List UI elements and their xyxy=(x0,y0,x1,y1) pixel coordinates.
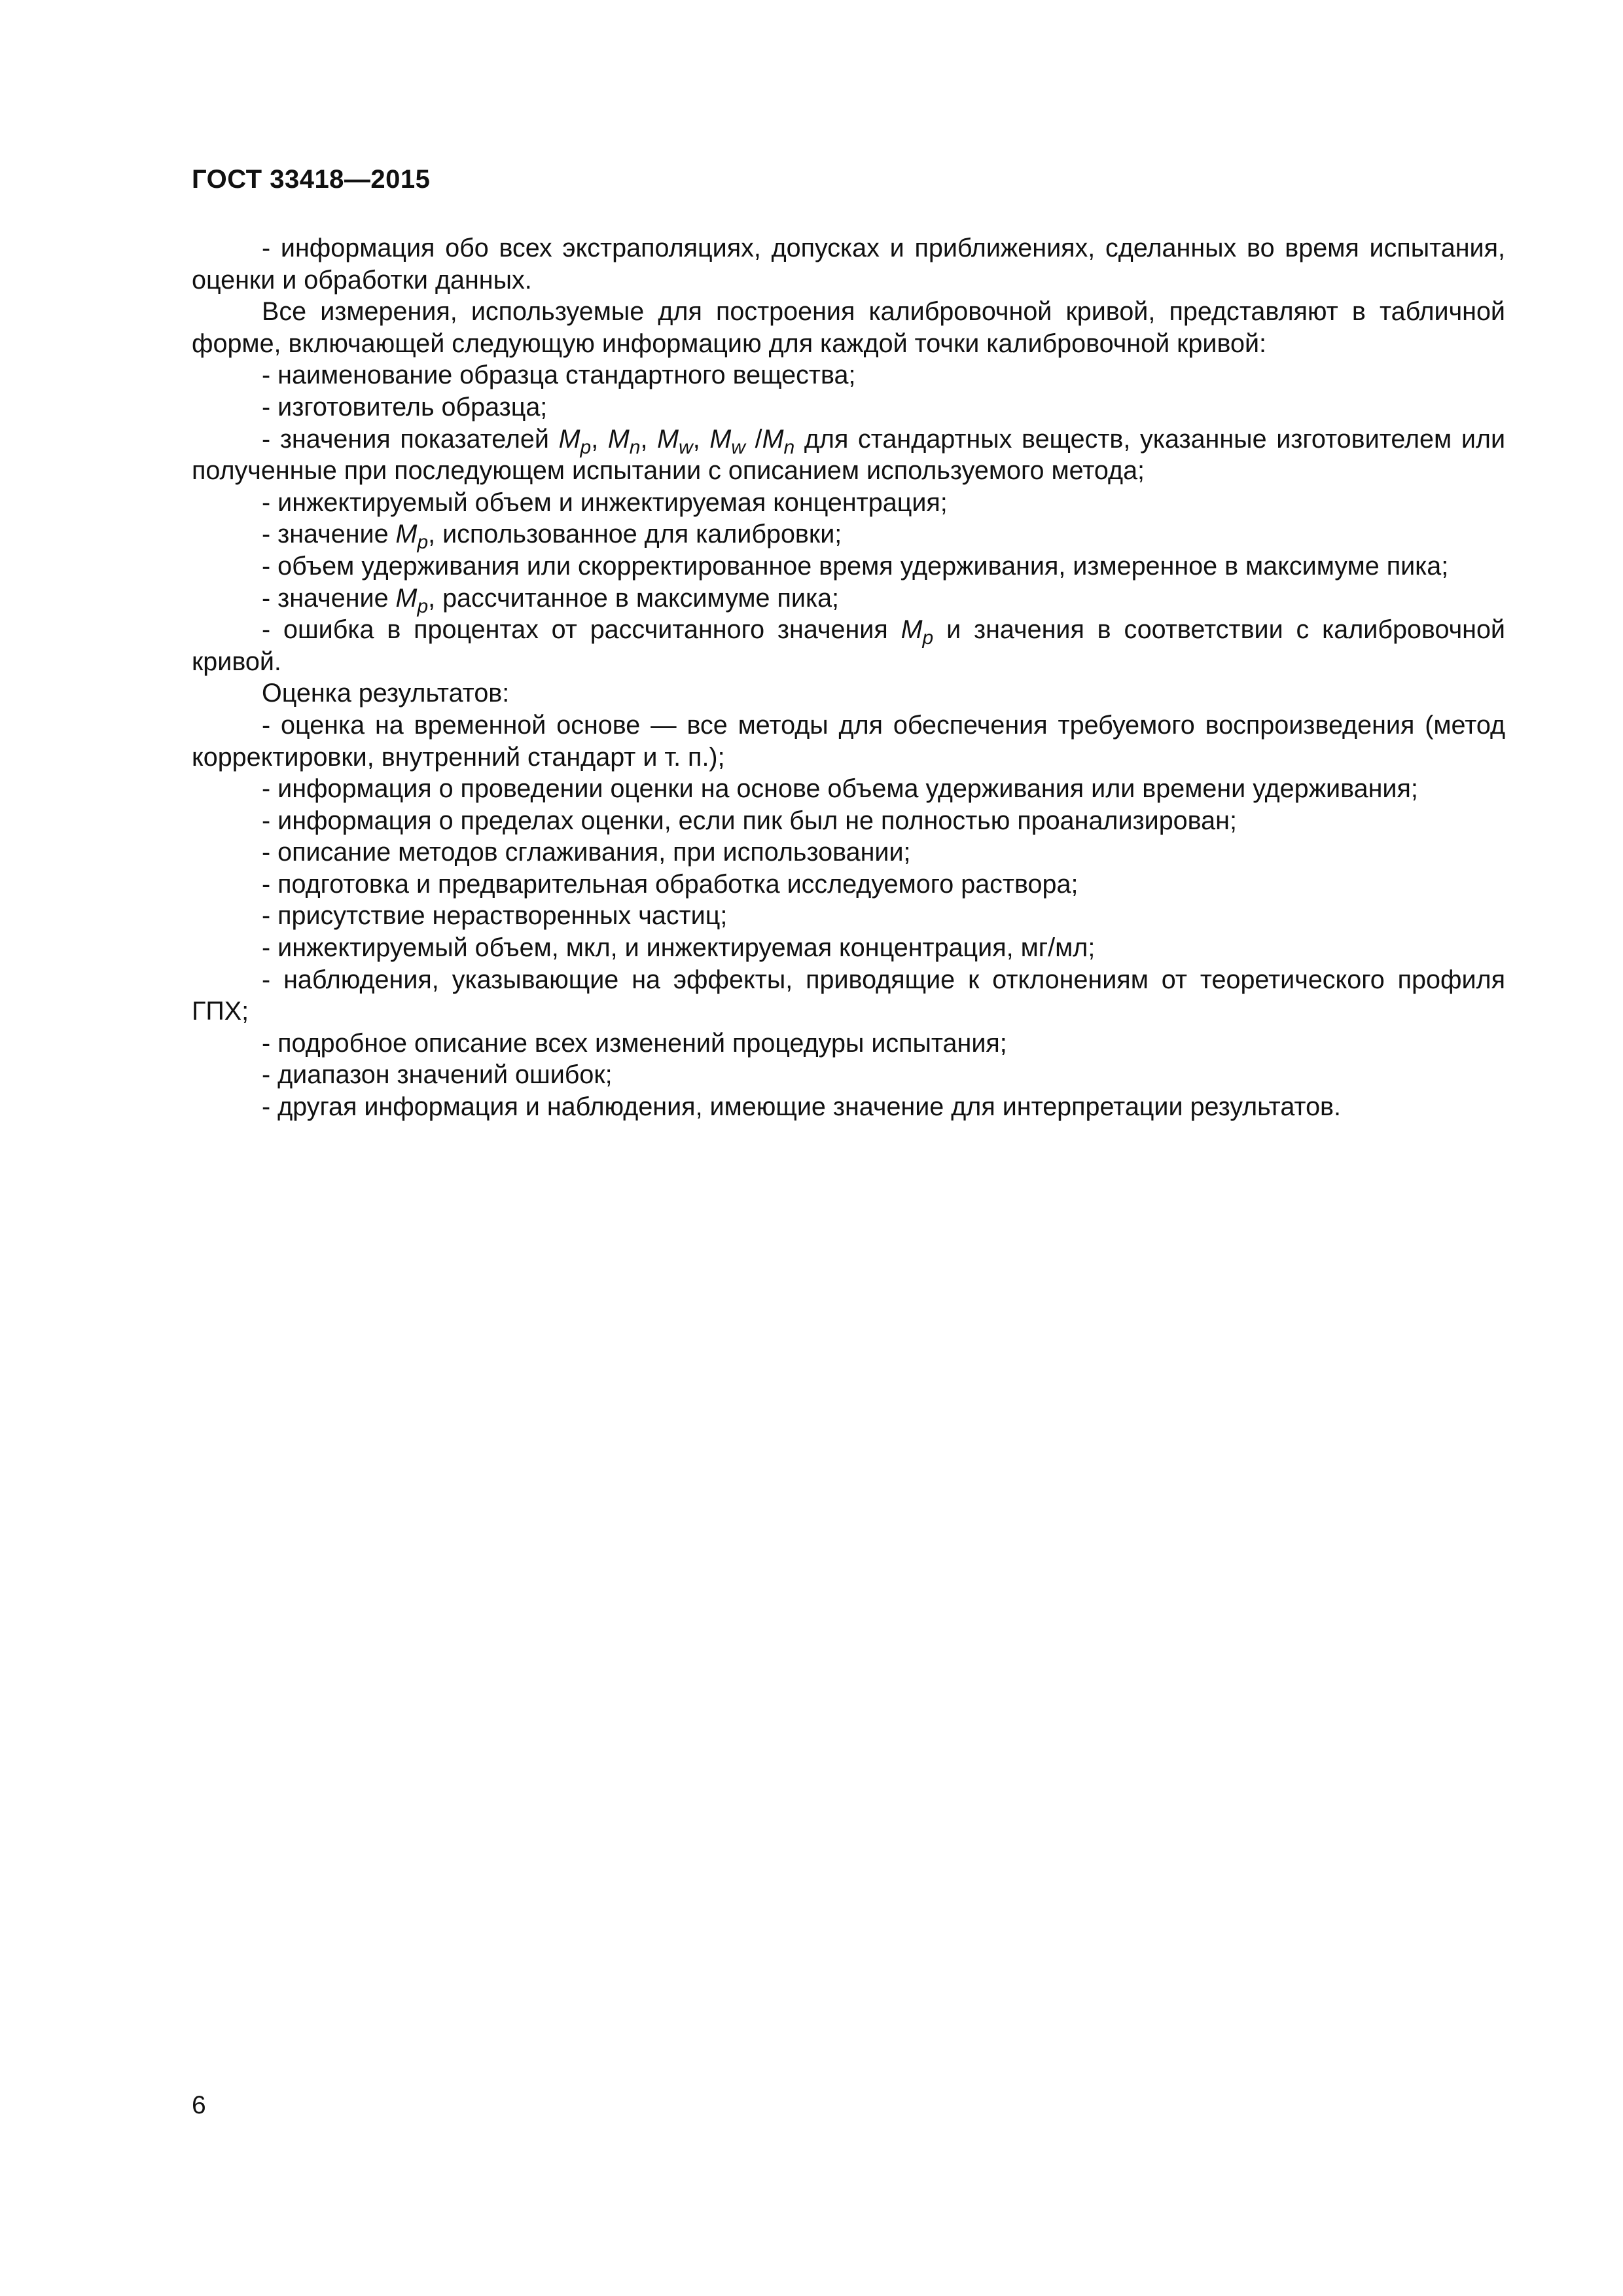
paragraph-extrapolations: - информация обо всех экстраполяциях, допусках и приближениях, сделанных во время испытания, оценки и обработки данных. xyxy=(192,234,1505,295)
list-item-particles: - присутствие нерастворенных частиц; xyxy=(262,901,728,931)
list-item-procedure-changes: - подробное описание всех изменений процедуры испытания; xyxy=(262,1028,1007,1058)
list-item-observations: - наблюдения, указывающие на эффекты, приводящие к отклонениям от теоретического профиля ГПХ; xyxy=(192,965,1505,1026)
paragraph-results-evaluation: Оценка результатов: xyxy=(262,679,510,708)
list-item-time-based: - оценка на временной основе — все методы для обеспечения требуемого воспроизведения (метод корректировки, внутренний стандарт и т. п.); xyxy=(192,710,1505,772)
document-body xyxy=(192,232,1505,1123)
list-item-indicator-values: - значения показателей $M_p$, $M_n$, $M_w$, $M_w$ $/M_n$ для стандартных веществ, указанные изготовителем или полученные при последующем испытании с описанием используемого метода; xyxy=(192,424,1506,486)
list-item-evaluation-basis: - информация о проведении оценки на основе объема удерживания или времени удерживания; xyxy=(262,774,1418,804)
list-item-mp-peak: - значение $M_p$, рассчитанное в максимуме пика; xyxy=(262,583,840,617)
paragraph-calibration-table: Все измерения, используемые для построения калибровочной кривой, представляют в табличной форме, включающей следующую информацию для каждой точки калибровочной кривой: xyxy=(192,297,1505,358)
list-item-manufacturer: - изготовитель образца; xyxy=(262,392,548,422)
list-item-percent-error: - ошибка в процентах от рассчитанного значения $M_p$ и значения в соответствии с калибровочной кривой. xyxy=(192,615,1505,676)
list-item-sample-name: - наименование образца стандартного вещества; xyxy=(262,361,856,390)
list-item-mp-calibration: - значение $M_p$, использованное для калибровки; xyxy=(262,520,842,554)
list-item-other-info: - другая информация и наблюдения, имеющие значение для интерпретации результатов. xyxy=(262,1092,1341,1122)
document-header: ГОСТ 33418—2015 xyxy=(192,165,431,194)
list-item-smoothing: - описание методов сглаживания, при использовании; xyxy=(262,838,911,867)
list-item-injected-concentration: - инжектируемый объем, мкл, и инжектируемая концентрация, мг/мл; xyxy=(262,933,1096,963)
list-item-retention-volume: - объем удерживания или скорректированное время удерживания, измеренное в максимуме пика; xyxy=(262,551,1449,581)
list-item-injected-volume: - инжектируемый объем и инжектируемая концентрация; xyxy=(262,488,948,517)
page-number: 6 xyxy=(192,2091,206,2119)
list-item-preparation: - подготовка и предварительная обработка исследуемого раствора; xyxy=(262,869,1079,899)
list-item-error-range: - диапазон значений ошибок; xyxy=(262,1060,613,1090)
list-item-evaluation-limits: - информация о пределах оценки, если пик был не полностью проанализирован; xyxy=(262,806,1237,835)
